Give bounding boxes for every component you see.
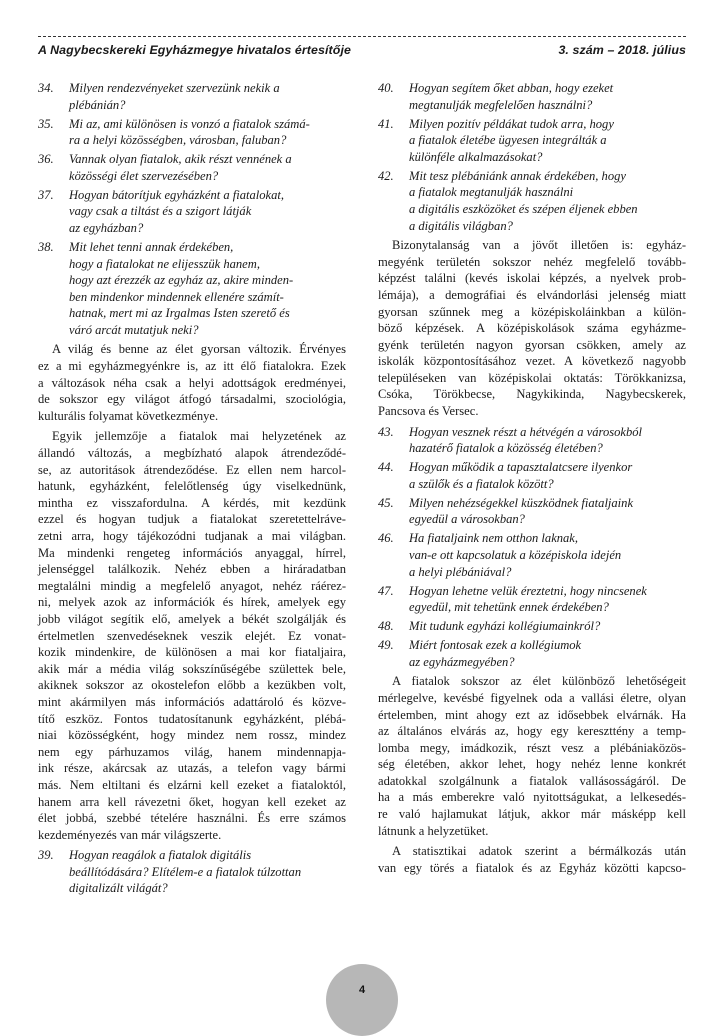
- paragraph: [378, 237, 686, 420]
- question-text: [409, 637, 686, 670]
- page-number: 4: [358, 984, 366, 996]
- paragraph-line: az általános elvárás az, hogy egy kereszttény a temp-: [378, 724, 686, 739]
- question-line: az egyházmegyében?: [409, 654, 515, 669]
- paragraph-line: iskolák központosításához vezet. A következő nagyobb: [378, 354, 686, 369]
- paragraph-line: lémája), a demográfiai és elvándorlási jelenség miatt: [378, 287, 686, 302]
- paragraph-line: megtalálni mindig a megfelelő anyagot, nehéz ráérez-: [38, 578, 346, 593]
- question-text: [409, 424, 686, 457]
- question-item: [378, 495, 686, 528]
- question-line: Milyen nehézségekkel küszködnek fiataljaink: [409, 495, 634, 510]
- question-line: Hogyan működik a tapasztalatcsere ilyenkor: [409, 460, 633, 475]
- question-item: [378, 618, 686, 635]
- paragraph-line: A statisztikai adatok szerint a bérmálkozás után: [392, 844, 686, 859]
- question-text: [69, 151, 346, 184]
- running-header: [38, 36, 686, 57]
- question-item: [378, 424, 686, 457]
- question-line: hazatérő fiatalok a közösség életében?: [409, 441, 603, 456]
- question-line: vagy csak a tiltást és a szigort látják: [69, 204, 252, 219]
- paragraph-line: mint akármilyen más információs adattároló és közve-: [38, 694, 346, 709]
- question-number: 35.: [38, 116, 54, 131]
- question-line: a helyi plébániával?: [409, 564, 512, 579]
- body-columns: [38, 80, 686, 899]
- question-item: [378, 637, 686, 670]
- paragraph-line: ink része, akárcsak az utazás, a telefon vagy bármi: [38, 761, 346, 776]
- question-number: 34.: [38, 81, 54, 95]
- question-line: van-e ott kapcsolatuk a középiskola idején: [409, 547, 622, 562]
- paragraph-line: kezdeményezés van már világszerte.: [38, 827, 222, 842]
- question-number: 37.: [38, 187, 54, 202]
- paragraph-line: A világ és benne az élet gyorsan változik. Érvényes: [52, 342, 346, 357]
- right-column: [378, 80, 686, 899]
- paragraph-line: jobb világot segítik elő, amelyek a békét szolgálják és: [38, 611, 346, 626]
- question-line: a szülők és a fiatalok között?: [409, 476, 554, 491]
- paragraph-line: hanem arra kell rávezetni őket, hogyan kell ezeket az: [38, 794, 346, 809]
- question-line: beállítódására? Elítélem-e a fiatalok túlzottan: [69, 864, 302, 879]
- question-line: a digitális világban?: [409, 218, 513, 233]
- paragraph-line: gyénk területén nagyon gyorsan csökken, amely az: [378, 337, 686, 352]
- paragraph-line: de sokszor egy világot átfogó társadalmi, szociológia,: [38, 392, 346, 407]
- paragraph-line: van egy törés a fiatalok és az Egyház közötti kapcso-: [378, 860, 686, 875]
- paragraph-line: adatokkal szolgálnunk a fiatalok vallásosságáról. De: [378, 773, 686, 788]
- question-number: 49.: [378, 638, 394, 653]
- question-line: Mit tesz plébániánk annak érdekében, hogy: [409, 168, 626, 183]
- paragraph-line: hatunk, egyházként, felelőtlenség úgy viselkednünk,: [38, 479, 346, 494]
- question-list: [378, 424, 686, 671]
- question-text: [69, 116, 346, 149]
- question-number: 46.: [378, 531, 394, 546]
- paragraph-line: kozik mindenkire, de különösen a mai kor fiataljaira,: [38, 645, 346, 660]
- paragraph-line: mérlegelve, kevésbé figyelnek oda a vallási életre, olyan: [378, 690, 686, 705]
- question-line: közösségi élet szervezésében?: [69, 168, 219, 183]
- question-line: Milyen pozitív példákat tudok arra, hogy: [409, 116, 614, 131]
- question-line: ra a helyi közösségben, városban, faluban?: [69, 133, 287, 148]
- question-number: 38.: [38, 239, 54, 254]
- question-line: Miért fontosak ezek a kollégiumok: [409, 638, 582, 653]
- question-line: Mi az, ami különösen is vonzó a fiatalok számá-: [69, 116, 310, 131]
- paragraph-line: A fiatalok sokszor az élet különböző lehetőségeit: [392, 674, 686, 689]
- question-text: [69, 847, 346, 897]
- question-item: [378, 583, 686, 616]
- question-text: [409, 495, 686, 528]
- question-line: hogy a fiatalokat ne elijesszük hanem,: [69, 256, 260, 271]
- paragraph-line: akiknek sokszor az okostelefon előbb a kezükben volt,: [38, 678, 346, 693]
- paragraph-line: títő eszköz. Fontos tudatosítanunk egyházként, plébá-: [38, 711, 346, 726]
- paragraph-line: ez a mi egyházmegyénkre is, az itt élő fiatalokra. Ezek: [38, 359, 346, 374]
- paragraph-line: látnunk a helyzetüket.: [378, 823, 489, 838]
- question-number: 36.: [38, 152, 54, 167]
- question-line: Hogyan reagálok a fiatalok digitális: [69, 848, 252, 863]
- question-text: [409, 583, 686, 616]
- question-item: [38, 151, 346, 184]
- paragraph-line: Pancsova és Versec.: [378, 404, 479, 419]
- paragraph-line: ezzel és hogyan tudjuk a fiatalokat szeretettelráve-: [38, 512, 346, 527]
- question-text: [409, 116, 686, 166]
- question-text: [409, 459, 686, 492]
- paragraph-line: a változások néha csak a helyi adottságok eredményei,: [38, 375, 346, 390]
- page-number-circle: [326, 964, 398, 1036]
- left-column: [38, 80, 346, 899]
- question-item: [378, 530, 686, 580]
- question-line: a digitális eszközöket és szépen éljenek ebben: [409, 201, 638, 216]
- question-number: 47.: [378, 583, 394, 598]
- paragraph-line: mintha ez visszafordulna. A kérdés, mit kezdünk: [38, 495, 346, 510]
- paragraph-line: lomba megy, imádkozik, részt vesz a plébániaközös-: [378, 740, 686, 755]
- paragraph-line: más. Nem eltiltani és elzárni kell ezeket a fiataloktól,: [38, 777, 346, 792]
- question-number: 48.: [378, 619, 394, 634]
- paragraph-line: nem egy párhuzamos világ, hanem mindennapja-: [38, 744, 346, 759]
- question-item: [378, 459, 686, 492]
- paragraph-line: kulturális folyamat következménye.: [38, 408, 219, 423]
- paragraph-line: értelmetlen szenvedéseknek veszik elejét. Ez vonat-: [38, 628, 346, 643]
- question-number: 41.: [378, 116, 394, 131]
- question-line: Mit lehet tenni annak érdekében,: [69, 239, 234, 254]
- question-line: Ha fiataljaink nem otthon laknak,: [409, 531, 579, 546]
- paragraph-line: településeken van középiskolai oktatás: Törökkanizsa,: [378, 370, 686, 385]
- paragraph: [378, 843, 686, 876]
- question-line: Vannak olyan fiatalok, akik részt vennének a: [69, 152, 292, 167]
- question-line: hogy azt érezzék az egyház az, akire minden-: [69, 273, 294, 288]
- question-text: [409, 618, 686, 635]
- question-line: Hogyan segítem őket abban, hogy ezeket: [409, 81, 614, 95]
- question-list: [378, 80, 686, 234]
- paragraph-line: re való hajlamukat látjuk, akkor már másképp kell: [378, 807, 686, 822]
- question-text: [409, 530, 686, 580]
- paragraph-line: értelemben, mint ahogy ezt az idősebbek elvárnák. Ha: [378, 707, 686, 722]
- question-number: 40.: [378, 81, 394, 95]
- question-line: Hogyan lehetne velük éreztetni, hogy nincsenek: [409, 583, 647, 598]
- paragraph-line: ha a más emberekre való nyitottságukat, a lelkesedés-: [378, 790, 686, 805]
- question-item: [378, 80, 686, 113]
- question-line: a fiatalok életébe ügyesen integrálták a: [409, 133, 607, 148]
- question-line: Hogyan bátorítjuk egyházként a fiatalokat,: [69, 187, 285, 202]
- question-line: váró arcát mutatjuk neki?: [69, 322, 199, 337]
- question-item: [378, 168, 686, 234]
- question-line: hatnak, mert mi az Irgalmas Isten szerető és: [69, 306, 290, 321]
- question-list: [38, 80, 346, 338]
- paragraph-line: gyorsan szűnnek meg a középiskoláinkban a külön-: [378, 304, 686, 319]
- paragraph-line: Ma mindenki rengeteg információs anyaggal, hírrel,: [38, 545, 346, 560]
- question-text: [409, 168, 686, 234]
- paragraph-line: se, az autoritások átrendeződése. Ez ellen nem harcol-: [38, 462, 346, 477]
- question-item: [38, 187, 346, 237]
- question-number: 42.: [378, 168, 394, 183]
- question-line: Milyen rendezvényeket szervezünk nekik a: [69, 81, 280, 95]
- header-publication-title: A Nagybecskereki Egyházmegye hivatalos értesítője: [38, 43, 351, 57]
- question-text: [69, 239, 346, 339]
- question-item: [38, 80, 346, 113]
- question-line: Hogyan vesznek részt a hétvégén a városokból: [409, 424, 642, 439]
- paragraph: [38, 428, 346, 843]
- question-line: a fiatalok megtanulják használni: [409, 185, 574, 200]
- question-number: 39.: [38, 848, 54, 863]
- question-number: 45.: [378, 495, 394, 510]
- question-number: 43.: [378, 424, 394, 439]
- paragraph-line: böző képzések. A középiskolások száma egyházme-: [378, 321, 686, 336]
- question-line: Mit tudunk egyházi kollégiumainkról?: [409, 619, 601, 634]
- paragraph-line: zetni arra, hogy tájékozódni tudjanak a mai világban.: [38, 529, 346, 543]
- paragraph-line: niai közösségként, hogy mindez nem rossz, mindez: [38, 728, 346, 743]
- paragraph-line: képzést találni (kevés iskolai képzés, a nyelvek prob-: [378, 271, 686, 286]
- question-number: 44.: [378, 460, 394, 475]
- question-line: az egyházban?: [69, 220, 144, 235]
- question-item: [378, 116, 686, 166]
- question-line: különféle alkalmazásokat?: [409, 149, 543, 164]
- header-issue-date: 3. szám – 2018. július: [558, 43, 686, 57]
- paragraph-line: élet jobbá, szebbé tételére használni. És erre számos: [38, 811, 346, 826]
- question-line: egyedül a városokban?: [409, 512, 525, 527]
- paragraph-line: Bizonytalanság van a jövőt illetően is: egyház-: [392, 238, 686, 253]
- question-line: plébánián?: [69, 97, 126, 112]
- paragraph: [378, 673, 686, 839]
- question-item: [38, 239, 346, 339]
- question-text: [409, 80, 686, 113]
- paragraph-line: megyénk területén sokszor nehéz megfelelő tovább-: [378, 254, 686, 269]
- paragraph-line: Csóka, Törökbecse, Nagykikinda, Nagybecskerek,: [378, 387, 686, 402]
- question-line: megtanulják megfelelően használni?: [409, 97, 593, 112]
- question-item: [38, 847, 346, 897]
- paragraph-line: ni, melyek azok az információk és hírek, amelyek egy: [38, 595, 346, 610]
- question-list: [38, 847, 346, 897]
- paragraph: [38, 341, 346, 424]
- paragraph-line: állandó változás, a megbízható alapok átrendeződé-: [38, 446, 346, 461]
- question-line: egyedül, mit tehetünk ennek érdekében?: [409, 600, 609, 615]
- question-text: [69, 187, 346, 237]
- paragraph-line: ség életében, akkor lehet, hogy nehéz lenne konkrét: [378, 757, 686, 772]
- paragraph-line: Egyik jellemzője a fiatalok mai helyzetének az: [52, 429, 346, 444]
- question-item: [38, 116, 346, 149]
- question-text: [69, 80, 346, 113]
- question-line: ben mindenkor mindennek ellenére számít-: [69, 289, 284, 304]
- paragraph-line: jelenséggel találkozik. Nehéz ebben a hiráradatban: [38, 562, 346, 577]
- question-line: digitalizált világát?: [69, 881, 168, 896]
- paragraph-line: akik már a média világ sokszínűségébe születtek bele,: [38, 661, 346, 676]
